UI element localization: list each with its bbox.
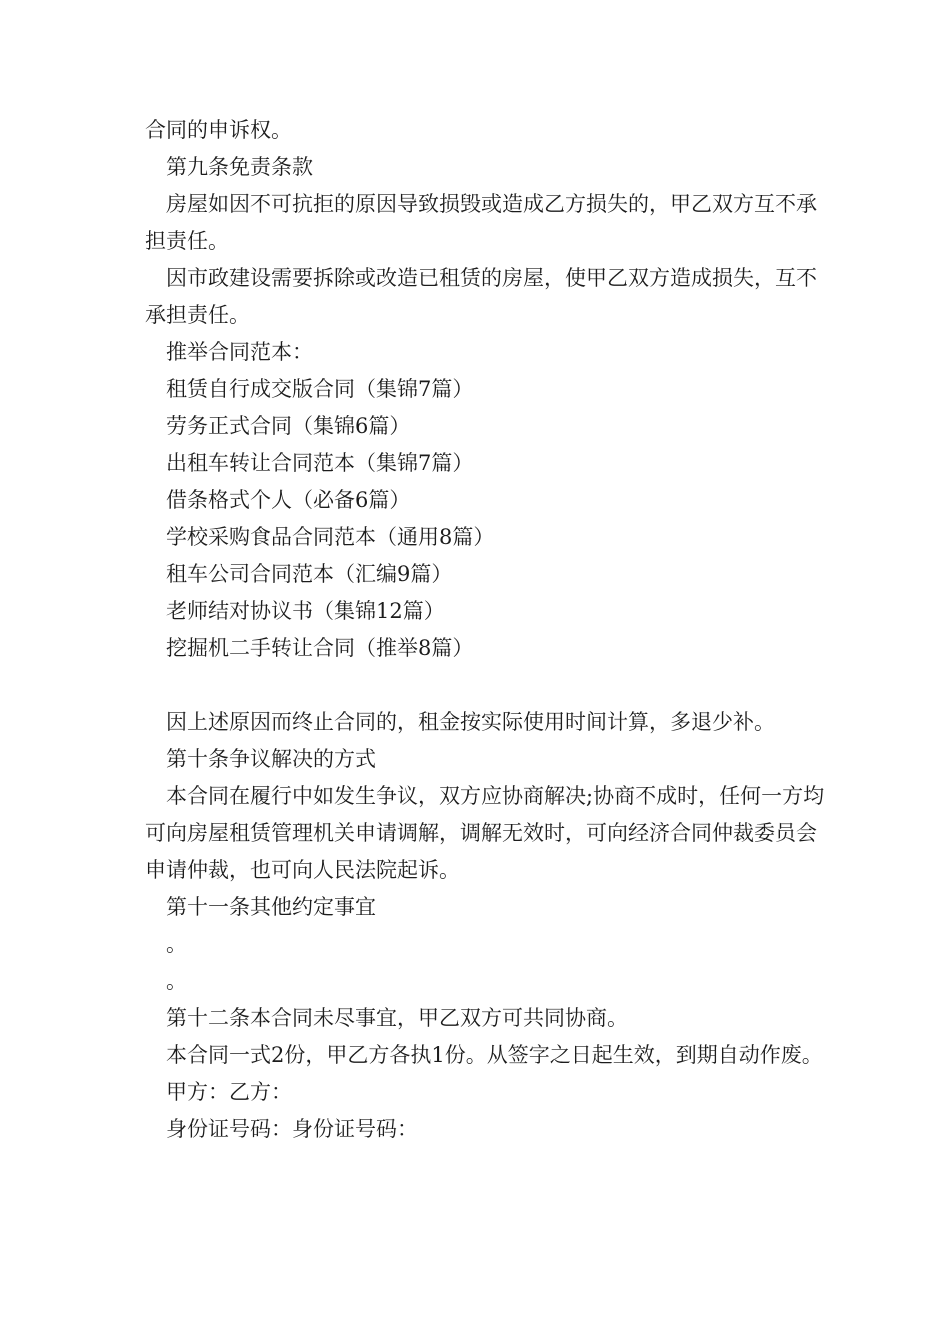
- blank-line: [145, 667, 835, 704]
- recommended-templates-list: [145, 371, 835, 667]
- list-item[interactable]: 挖掘机二手转让合同（推举8篇）: [166, 636, 474, 660]
- list-item[interactable]: 学校采购食品合同范本（通用8篇）: [166, 525, 495, 549]
- article-eleven-heading: 第十一条其他约定事宜: [166, 895, 376, 919]
- list-item[interactable]: 出租车转让合同范本（集锦7篇）: [166, 451, 474, 475]
- list-item[interactable]: 租车公司合同范本（汇编9篇）: [166, 562, 453, 586]
- force-majeure-paragraph: 房屋如因不可抗拒的原因导致损毁或造成乙方损失的，甲乙双方互不承担责任。: [145, 192, 817, 253]
- recommended-templates-heading: 推举合同范本：: [166, 340, 313, 364]
- document-body: [145, 112, 835, 1148]
- article-twelve-heading: 第十二条本合同未尽事宜，甲乙双方可共同协商。: [166, 1006, 628, 1030]
- other-matters-line-1: 。: [166, 932, 187, 956]
- copies-validity-paragraph: 本合同一式2份，甲乙方各执1份。从签字之日起生效，到期自动作废。: [166, 1043, 823, 1067]
- id-number-line: 身份证号码：身份证号码：: [166, 1117, 418, 1141]
- article-ten-heading: 第十条争议解决的方式: [166, 747, 376, 771]
- list-item[interactable]: 劳务正式合同（集锦6篇）: [166, 414, 411, 438]
- dispute-resolution-paragraph: 本合同在履行中如发生争议，双方应协商解决;协商不成时，任何一方均可向房屋租赁管理机关申请调解，调解无效时，可向经济合同仲裁委员会申请仲裁，也可向人民法院起诉。: [145, 784, 825, 882]
- termination-rent-paragraph: 因上述原因而终止合同的，租金按实际使用时间计算，多退少补。: [166, 710, 775, 734]
- list-item[interactable]: 老师结对协议书（集锦12篇）: [166, 599, 445, 623]
- list-item[interactable]: 租赁自行成交版合同（集锦7篇）: [166, 377, 474, 401]
- list-item[interactable]: 借条格式个人（必备6篇）: [166, 488, 411, 512]
- paragraph-continuation: 合同的申诉权。: [145, 118, 292, 142]
- article-nine-heading: 第九条免责条款: [166, 155, 313, 179]
- municipal-construction-paragraph: 因市政建设需要拆除或改造已租赁的房屋，使甲乙双方造成损失，互不承担责任。: [145, 266, 817, 327]
- party-signature-line: 甲方：乙方：: [166, 1080, 292, 1104]
- other-matters-line-2: 。: [166, 969, 187, 993]
